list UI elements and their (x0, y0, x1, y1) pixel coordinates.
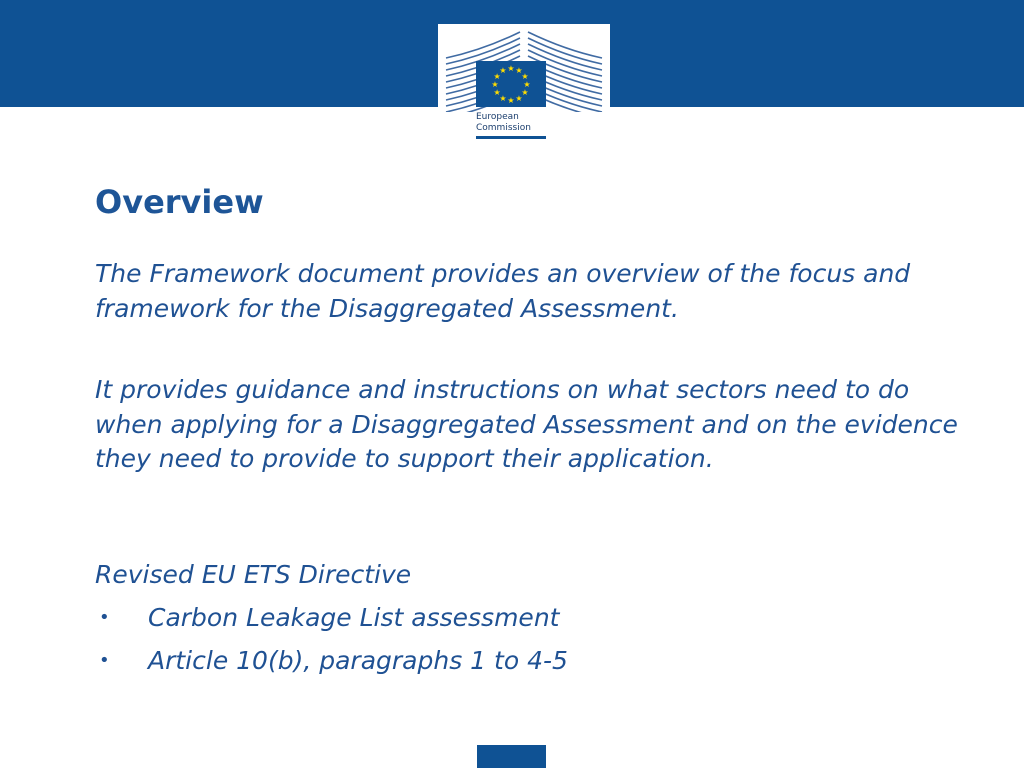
logo-text-european: European (476, 112, 519, 122)
bullet-item (95, 598, 975, 638)
flag-star-icon: ★ (521, 88, 529, 97)
slide-title: Overview (95, 183, 264, 221)
subheading-directive: Revised EU ETS Directive (95, 560, 412, 589)
paragraph-framework: The Framework document provides an overview of the focus and framework for the Disaggregated Assessment. (95, 259, 911, 323)
european-commission-logo-icon (438, 24, 610, 112)
flag-star-icon: ★ (499, 93, 507, 103)
flag-star-icon: ★ (493, 72, 501, 81)
flag-star-icon: ★ (521, 72, 529, 81)
european-commission-logo (438, 24, 610, 146)
footer-flag-block (477, 745, 546, 768)
bullet-marker: • (99, 607, 110, 628)
flag-star-icon: ★ (493, 88, 501, 97)
flag-star-icon: ★ (491, 80, 499, 89)
bullet-item (95, 641, 975, 681)
flag-star-icon: ★ (507, 96, 515, 105)
flag-star-icon: ★ (515, 93, 523, 103)
logo-underline (476, 136, 546, 139)
flag-star-icon: ★ (523, 80, 531, 89)
logo-text-commission: Commission (476, 123, 531, 133)
bullet-text: Article 10(b), paragraphs 1 to 4-5 (148, 646, 568, 675)
bullet-text: Carbon Leakage List assessment (148, 603, 560, 632)
flag-star-icon: ★ (515, 66, 523, 76)
paragraph-guidance: It provides guidance and instructions on what sectors need to do when applying for a Disaggregated Assessment and on the evidence they need to provide to support their application. (95, 375, 958, 473)
bullet-marker: • (99, 650, 110, 671)
flag-star-icon: ★ (499, 66, 507, 76)
flag-star-icon: ★ (507, 64, 515, 73)
